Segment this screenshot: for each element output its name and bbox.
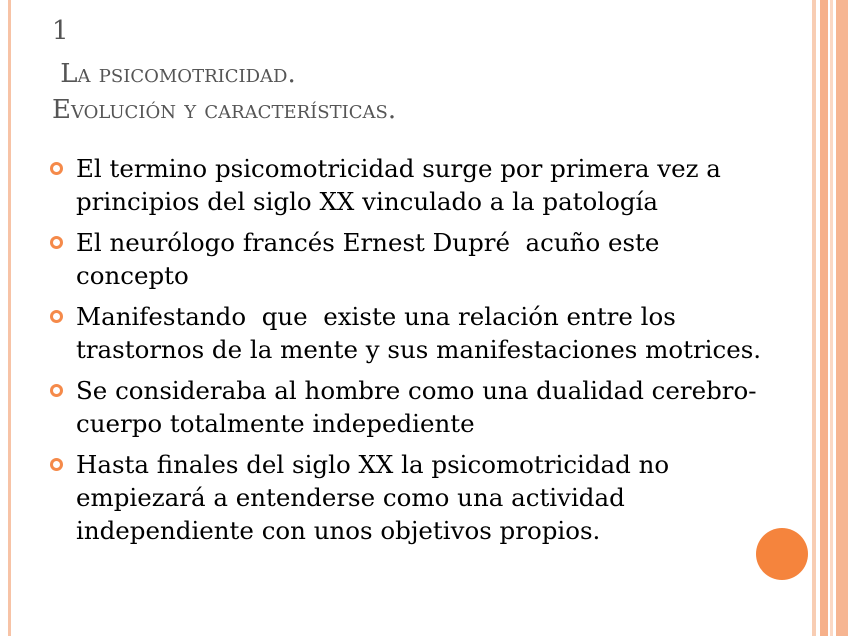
bullet-text: El neurólogo francés Ernest Dupré acuño este concepto (76, 228, 668, 290)
bullet-text: Manifestando que existe una relación entre los trastornos de la mente y sus manifestaciones motrices. (76, 302, 762, 364)
right-stripe-decoration (836, 0, 848, 636)
right-stripe-decoration (812, 0, 816, 636)
bullet-item (48, 374, 768, 440)
bullet-item (48, 152, 768, 218)
bullet-item (48, 448, 768, 547)
bullet-item (48, 300, 768, 366)
bullet-text: El termino psicomotricidad surge por primera vez a principios del siglo XX vinculado a la patología (76, 154, 721, 216)
slide-number: 1 (52, 16, 69, 46)
left-border-decoration (0, 0, 11, 636)
hollow-circle-bullet-icon (50, 458, 63, 471)
title-line-2: Evolución y características. (52, 95, 397, 125)
title-line-1: La psicomotricidad. (52, 59, 296, 89)
slide-title (52, 56, 792, 128)
bullet-text: Hasta finales del siglo XX la psicomotricidad no empiezará a entenderse como una actividad independiente con unos objetivos propios. (76, 450, 670, 545)
hollow-circle-bullet-icon (50, 310, 63, 323)
hollow-circle-bullet-icon (50, 162, 63, 175)
hollow-circle-bullet-icon (50, 236, 63, 249)
right-stripe-decoration (820, 0, 828, 636)
orange-circle-icon (756, 528, 808, 580)
hollow-circle-bullet-icon (50, 384, 63, 397)
right-stripe-decoration (830, 0, 833, 636)
bullet-item (48, 226, 768, 292)
bullet-text: Se consideraba al hombre como una dualidad cerebro-cuerpo totalmente indepediente (76, 376, 757, 438)
bullet-list (48, 152, 768, 555)
